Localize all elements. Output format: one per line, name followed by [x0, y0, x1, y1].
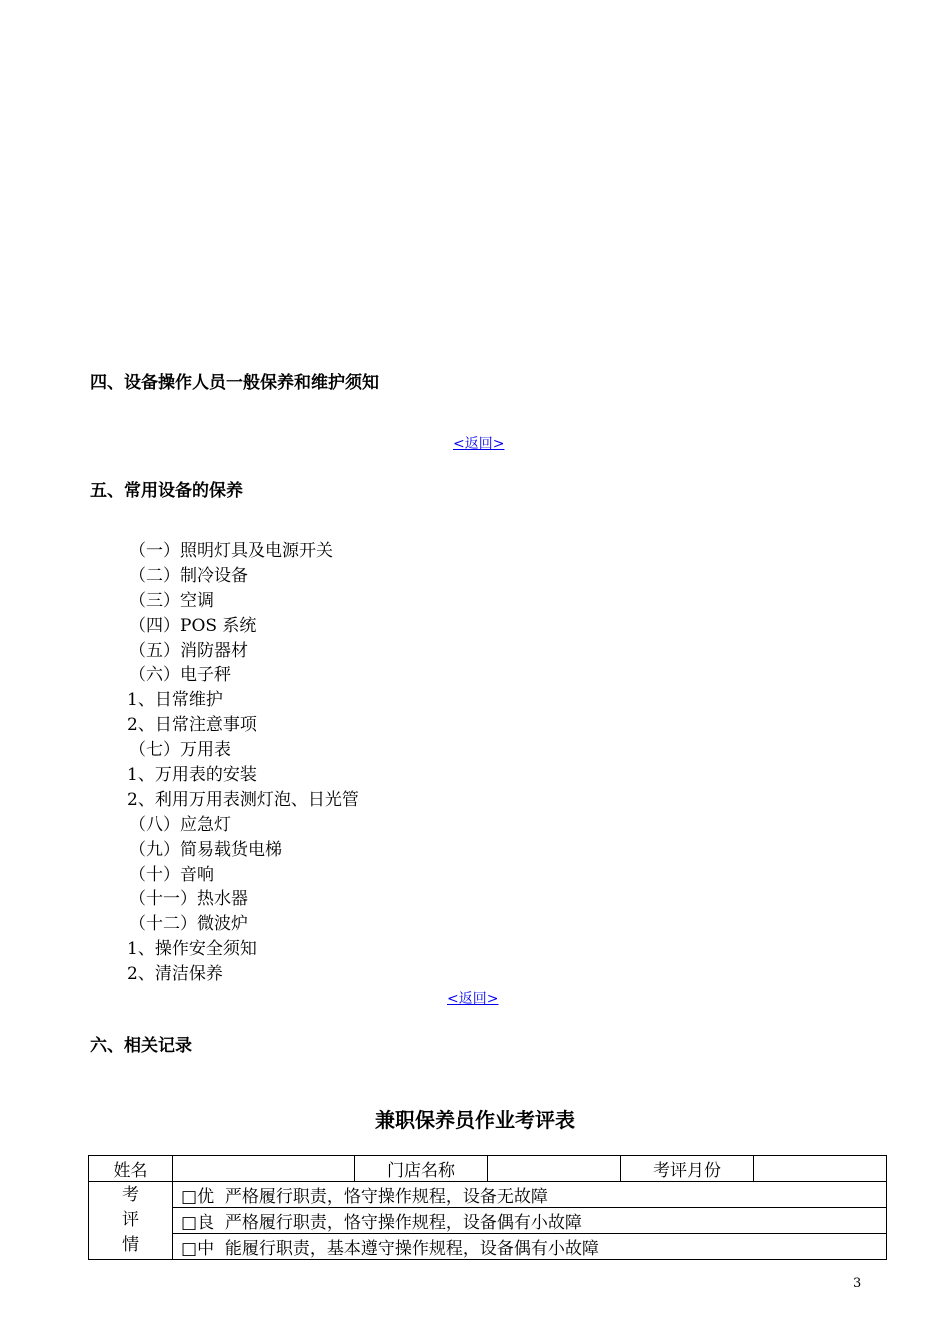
toc-item: （八）应急灯 — [129, 814, 231, 835]
evaluation-table — [88, 1155, 887, 1260]
toc-item: （三）空调 — [129, 590, 214, 611]
rating-description: 严格履行职责，恪守操作规程，设备偶有小故障 — [224, 1213, 582, 1233]
rating-description: 严格履行职责，恪守操作规程，设备无故障 — [224, 1187, 548, 1207]
toc-item: （十二）微波炉 — [129, 914, 248, 935]
table-row — [89, 1208, 887, 1234]
toc-item: （二）制冷设备 — [129, 565, 248, 586]
name-label: 姓名 — [89, 1156, 173, 1182]
toc-item: （六）电子秤 — [129, 665, 231, 686]
toc-item: （十）音响 — [129, 864, 214, 885]
toc-item: （一）照明灯具及电源开关 — [129, 541, 333, 561]
toc-item: （九）简易载货电梯 — [129, 839, 282, 860]
back-link[interactable]: <返回> — [453, 436, 505, 452]
side-label-char: 评 — [122, 1210, 139, 1230]
checkbox-icon[interactable]: □ — [181, 1187, 198, 1207]
month-cell[interactable] — [754, 1156, 887, 1182]
toc-subitem: 2、日常注意事项 — [127, 715, 257, 736]
rating-grade: 优 — [197, 1187, 215, 1207]
side-label-char: 情 — [122, 1235, 139, 1255]
toc-item: （四）POS 系统 — [129, 615, 257, 636]
toc-item: （十一）热水器 — [129, 889, 248, 910]
toc-item: （五）消防器材 — [129, 640, 248, 661]
section-heading-4: 四、设备操作人员一般保养和维护须知 — [90, 373, 379, 393]
store-label: 门店名称 — [355, 1156, 488, 1182]
section-heading-6: 六、相关记录 — [90, 1036, 192, 1056]
form-title: 兼职保养员作业考评表 — [375, 1108, 575, 1132]
rating-description: 能履行职责，基本遵守操作规程，设备偶有小故障 — [224, 1239, 599, 1259]
checkbox-icon[interactable]: □ — [181, 1239, 198, 1259]
toc-item: （七）万用表 — [129, 740, 231, 761]
toc-subitem: 1、日常维护 — [127, 690, 223, 711]
rating-option-fair[interactable] — [173, 1234, 887, 1260]
section-heading-5: 五、常用设备的保养 — [90, 481, 243, 501]
toc-subitem: 2、清洁保养 — [127, 964, 223, 985]
checkbox-icon[interactable]: □ — [181, 1213, 198, 1233]
table-header-row — [89, 1156, 887, 1182]
page-number: 3 — [853, 1276, 862, 1291]
equipment-toc-list — [127, 539, 359, 987]
evaluation-side-label — [89, 1182, 173, 1260]
name-cell[interactable] — [173, 1156, 355, 1182]
rating-grade: 中 — [197, 1239, 215, 1259]
toc-subitem: 2、利用万用表测灯泡、日光管 — [127, 789, 359, 810]
rating-grade: 良 — [197, 1213, 215, 1233]
table-row — [89, 1182, 887, 1208]
toc-subitem: 1、操作安全须知 — [127, 939, 257, 960]
rating-option-good[interactable] — [173, 1208, 887, 1234]
table-row — [89, 1234, 887, 1260]
store-cell[interactable] — [488, 1156, 621, 1182]
toc-subitem: 1、万用表的安装 — [127, 765, 257, 786]
rating-option-excellent[interactable] — [173, 1182, 887, 1208]
back-link[interactable]: <返回> — [447, 991, 499, 1007]
side-label-char: 考 — [122, 1185, 139, 1205]
month-label: 考评月份 — [621, 1156, 754, 1182]
